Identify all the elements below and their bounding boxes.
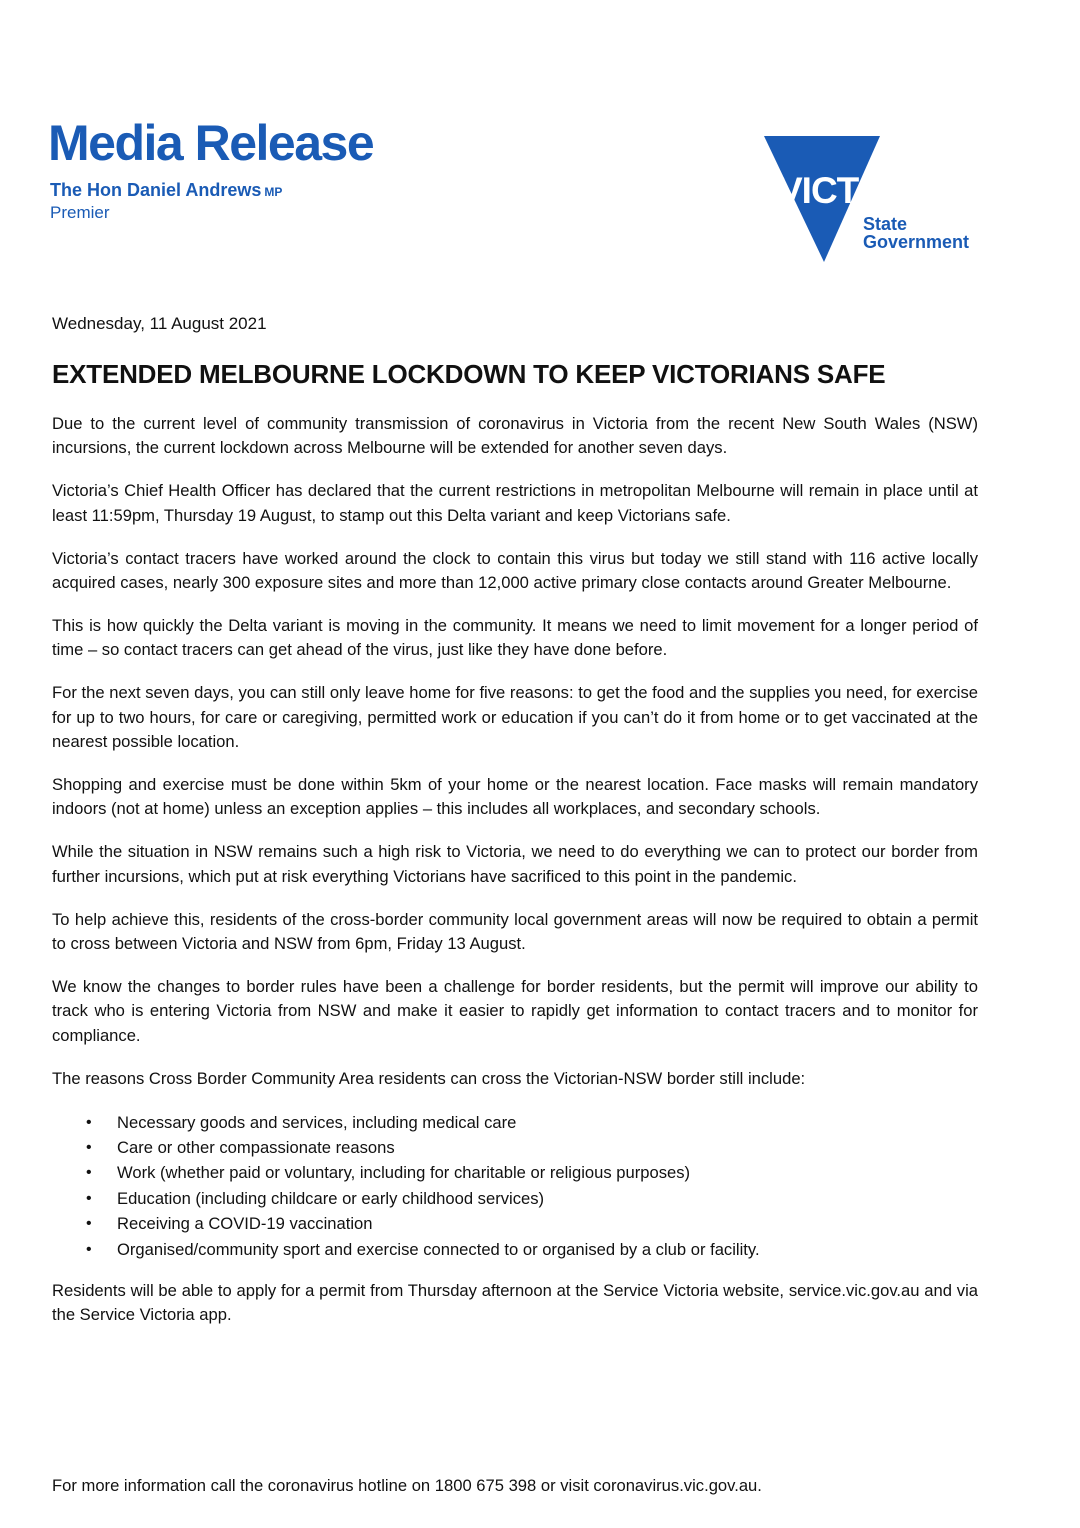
victoria-state-government-logo <box>762 134 992 266</box>
list-item-text: Work (whether paid or voluntary, including for charitable or religious purposes) <box>117 1163 691 1183</box>
list-item <box>52 1110 978 1135</box>
body-paragraph: We know the changes to border rules have been a challenge for border residents, but the permit will improve our ability to track who is entering Victoria from NSW and make it easier to rapidly get information to contact tracers and to monitor for compliance. <box>52 976 978 1045</box>
logo-text-main: VICTORIA <box>778 170 947 211</box>
list-item-text: Receiving a COVID-19 vaccination <box>117 1214 373 1234</box>
list-item <box>52 1186 978 1211</box>
list-item-text: Necessary goods and services, including medical care <box>117 1112 517 1132</box>
reasons-list <box>52 1110 978 1262</box>
release-date: Wednesday, 11 August 2021 <box>52 314 267 333</box>
body-paragraph: To help achieve this, residents of the cross-border community local government areas will now be required to obtain a permit to cross between Victoria and NSW from 6pm, Friday 13 August. <box>52 909 978 953</box>
body-paragraph: Shopping and exercise must be done within 5km of your home or the nearest location. Face masks will remain mandatory indoors (not at home) unless an exception applies – this includes all workplaces, and secondary schools. <box>52 774 978 819</box>
bullet-icon: • <box>86 1189 92 1207</box>
body-paragraph: Victoria’s contact tracers have worked around the clock to contain this virus but today we still stand with 116 active locally acquired cases, nearly 300 exposure sites and more than 12,000 active primary close contacts around Greater Melbourne. <box>52 548 978 593</box>
body-paragraph-permit: Residents will be able to apply for a permit from Thursday afternoon at the Service Victoria website, service.vic.gov.au and via the Service Victoria app. <box>52 1280 978 1325</box>
logo-text-line1: State <box>863 214 908 234</box>
bullet-icon: • <box>86 1240 92 1258</box>
bullet-icon: • <box>86 1164 92 1182</box>
body-paragraph: Due to the current level of community transmission of coronavirus in Victoria from the recent New South Wales (NSW) incursions, the current lockdown across Melbourne will be extended for another seven days. <box>52 414 978 458</box>
body-paragraph: While the situation in NSW remains such a high risk to Victoria, we need to do everything we can to protect our border from further incursions, which put at risk everything Victorians have sacrificed to this point in the pandemic. <box>52 842 978 886</box>
bullet-icon: • <box>86 1215 92 1233</box>
minister-suffix: MP <box>264 185 283 199</box>
list-item <box>52 1135 978 1160</box>
list-item-text: Organised/community sport and exercise connected to or organised by a club or facility. <box>117 1239 760 1259</box>
list-item <box>52 1237 978 1262</box>
minister-name-text: The Hon Daniel Andrews <box>50 180 262 200</box>
bullet-icon: • <box>86 1113 92 1131</box>
body-paragraph: The reasons Cross Border Community Area residents can cross the Victorian-NSW border still include: <box>52 1068 806 1088</box>
logo-text-line2: Government <box>863 232 970 252</box>
media-release-title: Media Release <box>48 115 374 171</box>
bullet-icon: • <box>86 1138 92 1156</box>
body-paragraph: Victoria’s Chief Health Officer has declared that the current restrictions in metropolitan Melbourne will remain in place until at least 11:59pm, Thursday 19 August, to stamp out this Delta variant and keep Victorians safe. <box>52 481 978 525</box>
headline: EXTENDED MELBOURNE LOCKDOWN TO KEEP VICTORIANS SAFE <box>52 359 886 389</box>
footer-contact: For more information call the coronavirus hotline on 1800 675 398 or visit coronavirus.vic.gov.au. <box>52 1476 762 1495</box>
minister-name <box>50 181 282 201</box>
list-item <box>52 1211 978 1236</box>
list-item <box>52 1160 978 1185</box>
release-body <box>52 412 978 1346</box>
minister-role: Premier <box>50 203 110 222</box>
list-item-text: Education (including childcare or early childhood services) <box>117 1188 545 1208</box>
body-paragraph: For the next seven days, you can still only leave home for five reasons: to get the food and the supplies you need, for exercise for up to two hours, for care or caregiving, permitted work or education if you can’t do it from home or to get vaccinated at the nearest possible location. <box>52 683 978 752</box>
list-item-text: Care or other compassionate reasons <box>117 1137 395 1157</box>
victoria-logo-icon <box>762 134 992 266</box>
body-paragraph: This is how quickly the Delta variant is moving in the community. It means we need to limit movement for a longer period of time – so contact tracers can get ahead of the virus, just like they have done before. <box>52 615 978 660</box>
